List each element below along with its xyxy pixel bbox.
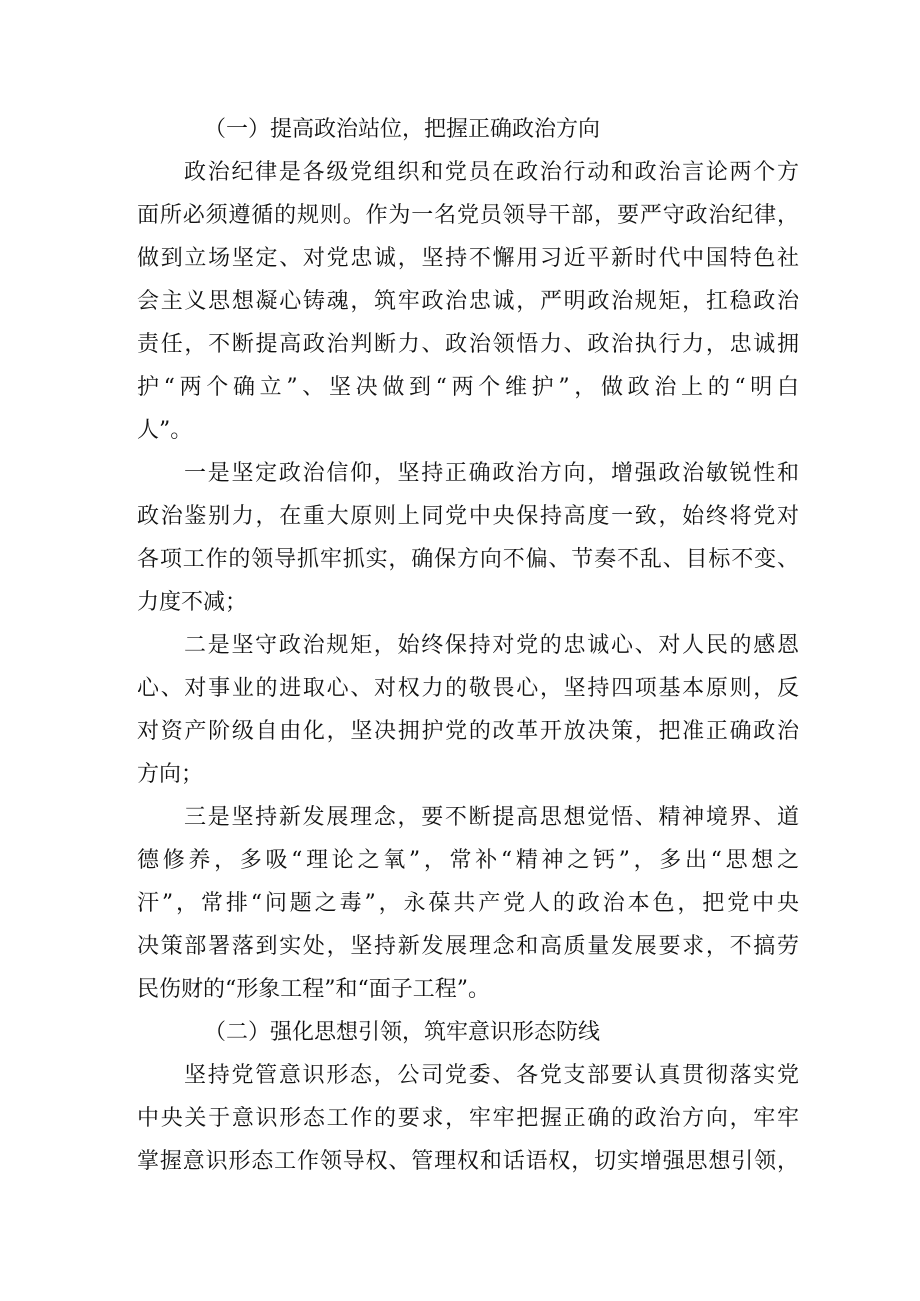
section-heading-1: （一）提高政治站位，把握正确政治方向 [204,117,601,142]
paragraph-1-line-5: 责任，不断提高政治判断力、政治领悟力、政治执行力，忠诚拥 [137,332,799,357]
paragraph-4-line-5: 民伤财的“形象工程”和“面子工程”。 [137,977,490,1002]
paragraph-2-line-3: 各项工作的领导抓牢抓实，确保方向不偏、节奏不乱、目标不变、 [137,547,799,572]
document-body [137,108,799,1183]
paragraph-2-line-2: 政治鉴别力，在重大原则上同党中央保持高度一致，始终将党对 [137,504,799,529]
section-heading-2: （二）强化思想引领，筑牢意识形态防线 [204,1020,601,1045]
paragraph-5-line-1: 坚持党管意识形态，公司党委、各党支部要认真贯彻落实党 [184,1063,799,1088]
paragraph-4-line-2: 德修养，多吸“理论之氧”，常补“精神之钙”，多出“思想之 [137,848,799,873]
paragraph-1-line-2: 面所必须遵循的规则。作为一名党员领导干部，要严守政治纪律， [137,203,799,228]
paragraph-1-line-1: 政治纪律是各级党组织和党员在政治行动和政治言论两个方 [184,160,799,185]
paragraph-2-line-1: 一是坚定政治信仰，坚持正确政治方向，增强政治敏锐性和 [184,461,799,486]
paragraph-1-line-3: 做到立场坚定、对党忠诚，坚持不懈用习近平新时代中国特色社 [137,246,799,271]
paragraph-3-line-4: 方向； [137,762,204,787]
paragraph-1-line-6: 护“两个确立”、坚决做到“两个维护”，做政治上的“明白 [137,375,799,400]
paragraph-4-line-4: 决策部署落到实处，坚持新发展理念和高质量发展要求，不搞劳 [137,934,799,959]
paragraph-2-line-4: 力度不减； [137,590,248,615]
paragraph-1-line-4: 会主义思想凝心铸魂，筑牢政治忠诚，严明政治规矩，扛稳政治 [137,289,799,314]
paragraph-3-line-2: 心、对事业的进取心、对权力的敬畏心，坚持四项基本原则，反 [137,676,799,701]
paragraph-3-line-1: 二是坚守政治规矩，始终保持对党的忠诚心、对人民的感恩 [184,633,799,658]
paragraph-5-line-3: 掌握意识形态工作领导权、管理权和话语权，切实增强思想引领， [137,1149,799,1174]
paragraph-1-line-7: 人”。 [137,418,193,443]
paragraph-4-line-3: 汗”，常排“问题之毒”，永葆共产党人的政治本色，把党中央 [137,891,799,916]
paragraph-5-line-2: 中央关于意识形态工作的要求，牢牢把握正确的政治方向，牢牢 [137,1106,799,1131]
paragraph-4-line-1: 三是坚持新发展理念，要不断提高思想觉悟、精神境界、道 [184,805,799,830]
paragraph-3-line-3: 对资产阶级自由化，坚决拥护党的改革开放决策，把准正确政治 [137,719,799,744]
